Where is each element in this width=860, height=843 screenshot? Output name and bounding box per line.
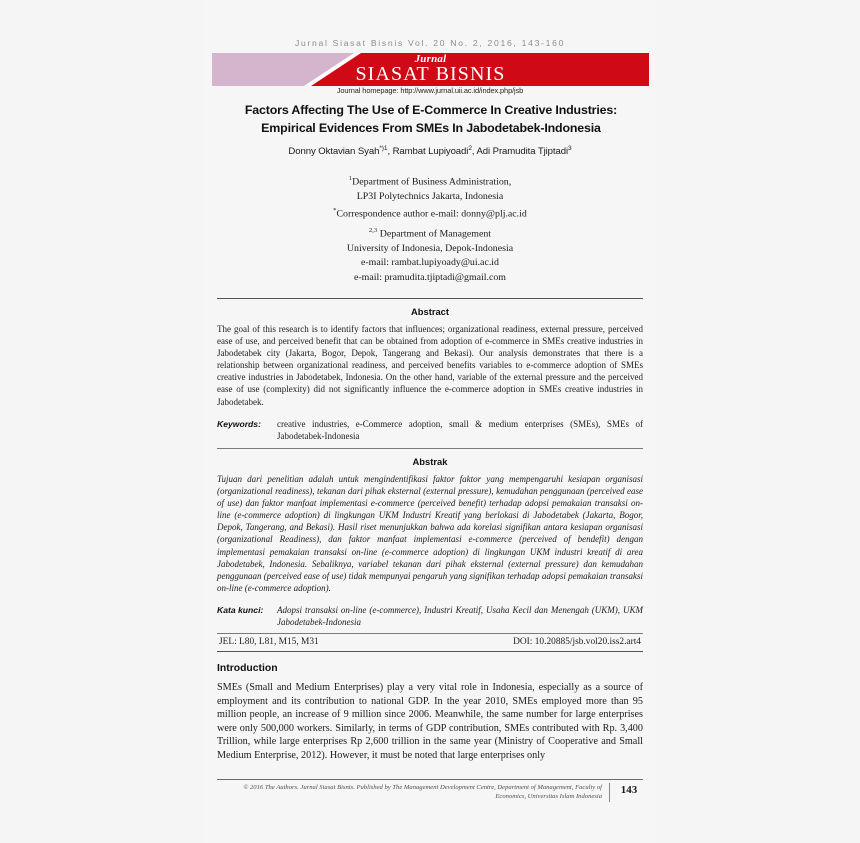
masthead-journal-name: SIASAT BISNIS [355, 63, 506, 85]
abstract-body: The goal of this research is to identify factors that influences; organizational readiness, external pressure, perceived ease of use, and perceived benefit that can be obtained from adoption of e-commerce in SMEs creative industries in Jabodetabek city (Jakarta, Bogor, Depok, Tangerang and Bekasi). Our analysis demonstrates that there is a relationship between organizational readiness, and perceived benefits variables to e-commerce adoption of SMEs creative industries in Jabodetabek, Indonesia. On the other hand, variable of the external pressure and the perceived ease of use (complexity) did not significantly influence the e-commerce adoption in SMEs creative industries in Jabodetabek. [217, 324, 643, 407]
footer-rule [217, 779, 643, 780]
affiliation-2-line-2: University of Indonesia, Depok-Indonesia [346, 242, 514, 254]
page-content [205, 0, 655, 843]
correspondence-marker: * [333, 207, 337, 215]
abstract-top-rule [217, 298, 643, 299]
footer-line-1: © 2016 The Authors. Jurnal Siasat Bisnis. Published by The Management Development Centre, Department of Management, [243, 784, 574, 791]
correspondence-email: Correspondence author e-mail: donny@plj.ac.id [336, 208, 527, 220]
kata-kunci-label: Kata kunci: [217, 605, 264, 615]
classification-rule [217, 633, 643, 634]
affiliation-2-line-1: Department of Management [379, 228, 492, 240]
masthead-logo-text [212, 53, 649, 86]
jel-codes: JEL: L80, L81, M15, M31 [219, 637, 319, 647]
affiliation-2-email-2: e-mail: pramudita.tjiptadi@gmail.com [354, 272, 506, 284]
affiliation-2-email-1: e-mail: rambat.lupiyoady@ui.ac.id [361, 257, 499, 269]
journal-homepage-link[interactable]: Journal homepage: http://www.jurnal.uii.ac.id/index.php/jsb [336, 86, 524, 95]
abstrak-body: Tujuan dari penelitian adalah untuk mengindentifikasi faktor faktor yang mempengaruhi kesiapan organisasi (organizational readiness), tekanan dari pihak eksternal (external pressure), kemudahan penggunaan (perceived ease of use) dan faktor manfaat implementasi e-commerce (perceived benefit) terhadap adopsi pemakaian transaksi on-line (e-commerce adoption) di lingkungan UKM Industri Kreatif yang berlokasi di Jabodetabek (Jakarta, Bogor, Depok, Tangerang, and Bekasi). Hasil riset menunjukkan bahwa ada korelasi signifikan antara kesiapan organisasi (organizational Readiness), dan faktor manfaat implementasi e-commerce (perceived of bendefit) dengan implementasi pemakaian transaksi on-line (e-commerce adoption) di lingkungan UKM industri kreatif di area Jabodetabek, Indonesia. Sebaliknya, variabel tekanan dari pihak eksternal (external pressure) dan kemudahan penggunaan (perceived ease of use) tidak mempunyai pengaruh yang signifikan terhadap adopsi pemakaian transaksi on-line (e-commerce adoption). [217, 474, 643, 593]
affiliation-2-marker: 2,3 [368, 227, 378, 234]
footer-line-2: Faculty of Economics, Universitas Islam Indonesia [495, 784, 602, 801]
kata-kunci-value: Adopsi transaksi on-line (e-commerce), Industri Kreatif, Usaha Kecil dan Menengah (UKM), UKM Jabodetabek-Indonesia [277, 605, 643, 628]
doi-link[interactable]: DOI: 10.20885/jsb.vol20.iss2.art4 [513, 637, 641, 647]
affiliation-1-marker: 1 [348, 175, 353, 182]
masthead-script-word: Jurnal [414, 53, 447, 65]
author-mark-3: 3 [567, 145, 572, 152]
keywords-label: Keywords: [217, 419, 261, 429]
kata-kunci-row [217, 604, 643, 628]
page-number: 143 [620, 784, 638, 796]
classification-bottom-rule [217, 651, 643, 652]
introduction-body: SMEs (Small and Medium Enterprises) play a very vital role in Indonesia, especially as a source of employment and its contribution to national GDP. In the year 2010, SMEs employed more than 95 million people, an increase of 9 million since 2006. Meanwhile, the same number for large enterprises were only 500,000 workers. Similarly, in terms of GDP contribution, SMEs contributed with Rp. 3,400 Trillion, while large enterprises Rp 2,600 trillion in the same year (Ministry of Cooperative and Small Medium Enterprise, 2012). However, it must be noted that large enterprises only [217, 682, 643, 761]
keywords-value: creative industries, e-Commerce adoption, small & medium enterprises (SMEs), SMEs of Jabodetabek-Indonesia [277, 419, 643, 442]
author-mark-1: *)1 [379, 145, 388, 152]
abstrak-heading: Abstrak [412, 456, 448, 467]
footer-copyright [217, 783, 602, 802]
affiliation-block-1 [215, 172, 645, 222]
page-title: Factors Affecting The Use of E-Commerce In Creative Industries: Empirical Evidences From SMEs In Jabodetabek-Indonesia [244, 103, 618, 135]
author-list: Donny Oktavian Syah$^{*)1}$, Rambat Lupiyoadi$^2$, Adi Pramudita Tjiptadi$^3$ [288, 145, 572, 158]
journal-masthead-banner [212, 53, 649, 86]
abstrak-top-rule [217, 448, 643, 449]
abstract-heading: Abstract [410, 306, 450, 317]
keywords-row [217, 418, 643, 442]
running-head: Jurnal Siasat Bisnis Vol. 20 No. 2, 2016, 143-160 [294, 38, 566, 48]
affiliation-block-2 [215, 224, 645, 286]
author-mark-2: 2 [468, 145, 472, 152]
affiliation-1-line-1: Department of Business Administration, [352, 176, 512, 188]
footer-separator [609, 783, 610, 802]
introduction-heading: Introduction [217, 663, 278, 674]
affiliation-1-line-2: LP3I Polytechnics Jakarta, Indonesia [356, 190, 504, 202]
